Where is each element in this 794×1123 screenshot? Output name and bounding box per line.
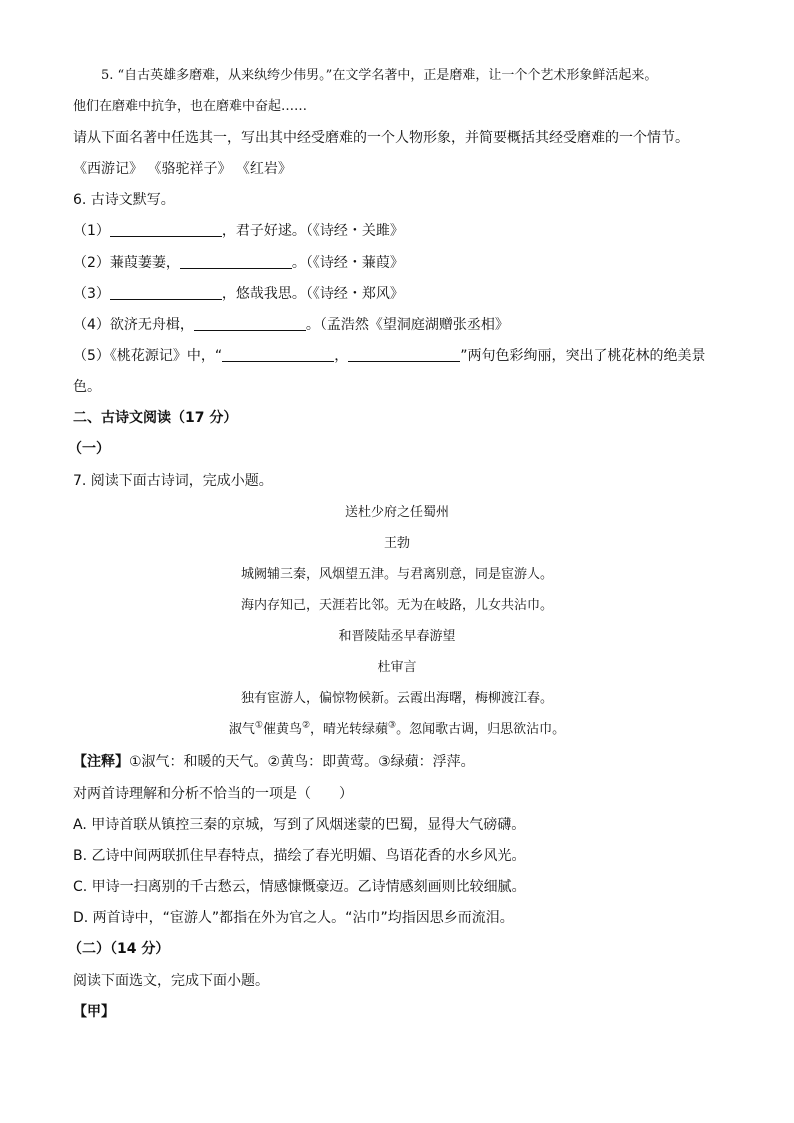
option-c[interactable]: C. 甲诗一扫离别的千古愁云，情感慷慨豪迈。乙诗情感刻画则比较细腻。 — [73, 879, 526, 895]
answer-blank[interactable] — [110, 285, 222, 300]
q5-instruction: 请从下面名著中任选其一，写出其中经受磨难的一个人物形象，并简要概括其经受磨难的一个情节。 — [73, 130, 689, 146]
answer-blank[interactable] — [348, 347, 460, 362]
note-label: 【注释】 — [73, 754, 129, 770]
item-number: （3） — [73, 286, 110, 302]
item-text-after: ，君子好逑。（《诗经・关雎》 — [221, 223, 404, 239]
poem-text: 催黄鸟 — [262, 722, 302, 737]
passage-label: 【甲】 — [73, 1004, 115, 1020]
q6-item-2 — [73, 253, 404, 273]
note-text: ①淑气：和暖的天气。②黄鸟：即黄莺。③绿蘋：浮萍。 — [129, 754, 475, 770]
option-d[interactable]: D. 两首诗中，“宦游人”都指在外为官之人。“沾巾”均指因思乡而流泪。 — [73, 910, 514, 926]
question-stem: 对两首诗理解和分析不恰当的一项是（ ） — [73, 786, 353, 802]
item-text-before: 欲济无舟楫， — [109, 317, 194, 333]
poem2-author: 杜审言 — [377, 660, 417, 675]
poem-text: 。忽闻歌古调，归思欲沾巾。 — [396, 722, 566, 737]
part2-instruction: 阅读下面选文，完成下面小题。 — [73, 973, 269, 989]
q6-title: 6. 古诗文默写。 — [73, 192, 175, 208]
q6-item-3 — [73, 284, 404, 304]
q5-quote-line-1: 5. “自古英雄多磨难，从来纨绔少伟男。”在文学名著中，正是磨难，让一个个艺术形象鲜活起来。 — [101, 68, 658, 83]
option-b[interactable]: B. 乙诗中间两联抓住早春特点，描绘了春光明媚、鸟语花香的水乡风光。 — [73, 848, 526, 864]
section-heading: 二、古诗文阅读（17 分） — [73, 410, 238, 426]
q6-item-5-wrap: 色。 — [73, 379, 101, 395]
item-text-before: 蒹葭萋萋， — [109, 255, 180, 271]
item-text-after: 。（《诗经・蒹葭》 — [291, 255, 404, 271]
item-number: （4） — [73, 317, 110, 333]
item-text-mid: ， — [334, 348, 349, 364]
poem1-author: 王勃 — [383, 536, 410, 551]
part2-heading: （二）（14 分） — [68, 941, 170, 957]
answer-blank[interactable] — [180, 254, 292, 269]
item-text-after: ”两句色彩绚丽，突出了桃花林的绝美景 — [460, 348, 706, 364]
subsection-heading: （一） — [68, 441, 110, 457]
item-text-after: 。（孟浩然《望洞庭湖赠张丞相》 — [305, 317, 509, 333]
poem1-title: 送杜少府之任蜀州 — [344, 505, 449, 520]
poem2-title: 和晋陵陆丞早春游望 — [338, 629, 456, 644]
q7-title: 7. 阅读下面古诗词，完成小题。 — [73, 473, 273, 489]
q6-item-1 — [73, 221, 404, 241]
poem1-line-2: 海内存知己，天涯若比邻。无为在岐路，儿女共沾巾。 — [240, 598, 553, 613]
poem-text: ，晴光转绿蘋 — [310, 722, 389, 737]
annotation-note — [73, 752, 475, 772]
footnote-mark: ③ — [388, 720, 397, 731]
footnote-mark: ① — [254, 720, 263, 731]
answer-blank[interactable] — [110, 222, 222, 237]
q5-book-list: 《西游记》 《骆驼祥子》 《红岩》 — [73, 161, 292, 177]
item-text-after: ，悠哉我思。（《诗经・郑风》 — [221, 286, 404, 302]
poem2-line-1: 独有宦游人，偏惊物候新。云霞出海曙，梅柳渡江春。 — [240, 691, 553, 706]
item-number: （2） — [73, 255, 110, 271]
poem2-line-2 — [0, 720, 794, 740]
poem1-line-1: 城阙辅三秦，风烟望五津。与君离别意，同是宦游人。 — [240, 567, 553, 582]
poem-text: 淑气 — [228, 722, 255, 737]
footnote-mark: ② — [301, 720, 311, 731]
answer-blank[interactable] — [194, 316, 306, 331]
item-number: （1） — [73, 223, 110, 239]
q6-item-4 — [73, 315, 509, 335]
item-text-before: 《桃花源记》中，“ — [109, 348, 223, 364]
item-number: （5） — [73, 348, 110, 364]
option-a[interactable]: A. 甲诗首联从镇控三秦的京城，写到了风烟迷蒙的巴蜀，显得大气磅礴。 — [73, 817, 526, 833]
q5-quote-line-2: 他们在磨难中抗争，也在磨难中奋起…… — [73, 99, 308, 114]
q6-item-5 — [73, 346, 705, 366]
answer-blank[interactable] — [222, 347, 334, 362]
